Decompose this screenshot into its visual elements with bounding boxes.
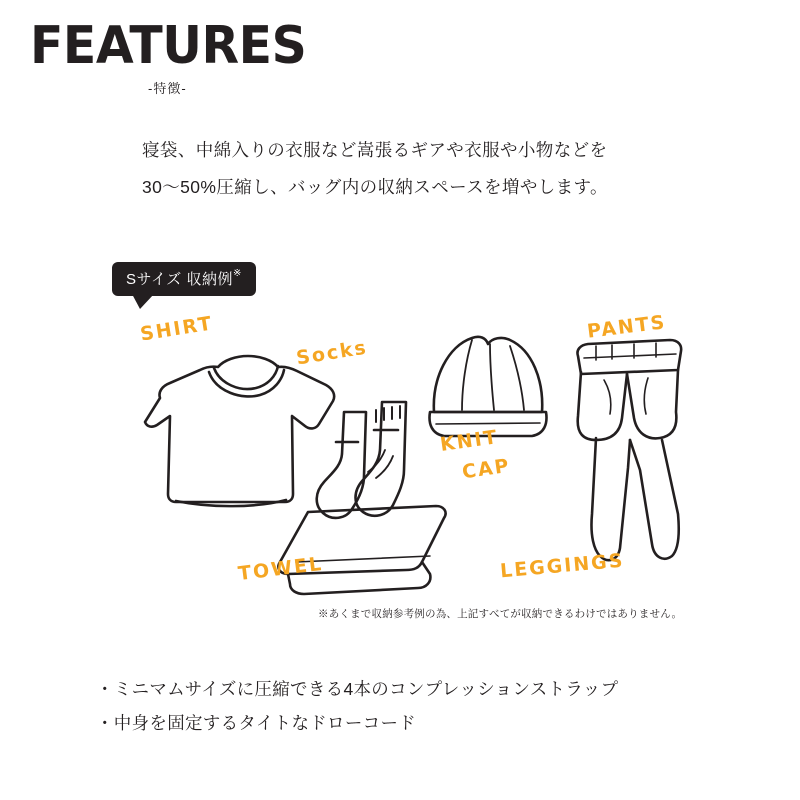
storage-illustration xyxy=(100,300,720,620)
page-subtitle: -特徴- xyxy=(148,81,187,96)
lead-line-2: 30〜50%圧縮し、バッグ内の収納スペースを増やします。 xyxy=(142,176,608,197)
illustration-drawing xyxy=(100,300,720,620)
storage-disclaimer: ※あくまで収納参考例の為、上記すべてが収納できるわけではありません。 xyxy=(318,608,683,620)
tshirt-drawing xyxy=(145,356,334,506)
storage-example-callout xyxy=(112,262,256,296)
lead-copy xyxy=(142,132,742,206)
list-item: ・ミニマムサイズに圧縮できる4本のコンプレッションストラップ xyxy=(96,679,619,699)
label-leggings: LEGGINGS xyxy=(499,549,626,583)
label-knit-cap-line-2: CAP xyxy=(460,454,512,484)
leggings-drawing xyxy=(531,490,634,538)
pants-drawing xyxy=(577,340,681,560)
label-knit-cap-line-1: KNIT xyxy=(438,426,500,456)
towel-drawing xyxy=(278,506,445,594)
page-header xyxy=(30,16,324,97)
label-socks: Socks xyxy=(294,336,370,370)
list-item: ・中身を固定するタイトなドローコード xyxy=(96,713,417,734)
socks-drawing xyxy=(317,402,406,518)
feature-bullet-list xyxy=(96,672,618,740)
callout-label: Sサイズ 収納例 xyxy=(126,271,233,288)
label-towel: TOWEL xyxy=(236,552,325,586)
knit-cap-drawing xyxy=(430,337,547,436)
page-title: FEATURES xyxy=(30,16,307,76)
lead-line-1: 寝袋、中綿入りの衣服など嵩張るギアや衣服や小物などを xyxy=(142,140,608,160)
label-pants: PANTS xyxy=(585,311,668,343)
callout-note-mark: ※ xyxy=(232,268,242,279)
label-shirt: SHIRT xyxy=(138,312,215,346)
